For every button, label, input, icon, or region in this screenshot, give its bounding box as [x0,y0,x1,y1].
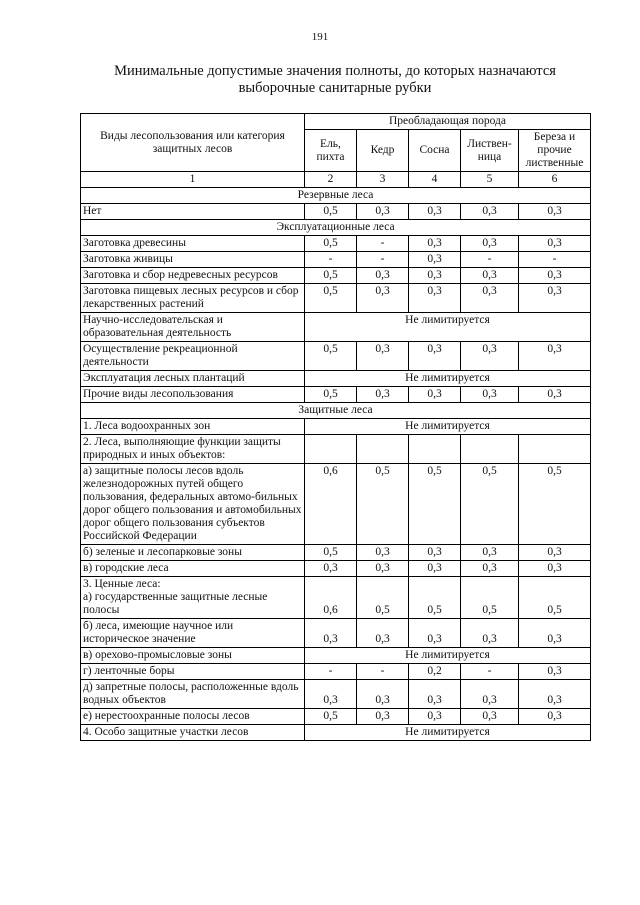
table-row [81,419,591,435]
row-label: Прочие виды лесопользования [81,387,305,403]
row-label: 1. Леса водоохранных зон [81,419,305,435]
value-cell: 0,3 [357,387,409,403]
value-cell [461,435,519,464]
row-label: 4. Особо защитные участки лесов [81,725,305,741]
value-cell: 0,3 [357,680,409,709]
header-species-larch: Листвен-ница [461,130,519,172]
value-cell: 0,3 [461,268,519,284]
column-number: 4 [409,172,461,188]
row-label: 3. Ценные леса: а) государственные защитные лесные полосы [81,577,305,619]
value-cell: 0,3 [519,680,591,709]
row-label: в) орехово-промысловые зоны [81,648,305,664]
value-cell: 0,5 [461,464,519,545]
value-cell: 0,5 [519,464,591,545]
not-limited-cell: Не лимитируется [305,725,591,741]
section-title: Резервные леса [81,188,591,204]
value-cell: 0,3 [519,204,591,220]
value-cell: 0,3 [519,268,591,284]
header-dominant-species: Преобладающая порода [305,114,591,130]
table-row [81,680,591,709]
table-row [81,371,591,387]
value-cell: - [519,252,591,268]
not-limited-cell: Не лимитируется [305,313,591,342]
column-number: 3 [357,172,409,188]
row-label: б) леса, имеющие научное или историческое значение [81,619,305,648]
value-cell: 0,3 [409,204,461,220]
value-cell [409,435,461,464]
value-cell: 0,5 [305,204,357,220]
header-species-birch: Береза и прочие лиственные [519,130,591,172]
column-number: 5 [461,172,519,188]
value-cell: 0,3 [357,204,409,220]
section-row [81,403,591,419]
table-row [81,435,591,464]
value-cell: 0,3 [409,387,461,403]
value-cell: 0,3 [305,680,357,709]
header-species-cedar: Кедр [357,130,409,172]
table-row [81,664,591,680]
not-limited-cell: Не лимитируется [305,371,591,387]
value-cell: 0,3 [519,342,591,371]
value-cell: 0,5 [305,342,357,371]
row-label: д) запретные полосы, расположенные вдоль водных объектов [81,680,305,709]
value-cell [519,435,591,464]
table-row [81,577,591,619]
not-limited-cell: Не лимитируется [305,648,591,664]
column-numbers-row [81,172,591,188]
row-label: Заготовка живицы [81,252,305,268]
value-cell: 0,3 [357,709,409,725]
value-cell: 0,3 [409,284,461,313]
row-label: б) зеленые и лесопарковые зоны [81,545,305,561]
value-cell: - [357,664,409,680]
value-cell: 0,3 [357,284,409,313]
value-cell: 0,3 [461,204,519,220]
title-line-2: выборочные санитарные рубки [238,80,432,96]
value-cell: 0,3 [519,561,591,577]
table-row [81,545,591,561]
value-cell: 0,3 [461,284,519,313]
value-cell: 0,3 [409,619,461,648]
value-cell: 0,5 [519,577,591,619]
row-label: е) нерестоохранные полосы лесов [81,709,305,725]
value-cell: 0,5 [305,545,357,561]
value-cell: 0,5 [305,268,357,284]
value-cell: 0,5 [305,284,357,313]
value-cell: 0,5 [305,387,357,403]
document-title [80,63,590,97]
value-cell [357,435,409,464]
value-cell: 0,3 [409,268,461,284]
value-cell: - [461,664,519,680]
value-cell: 0,3 [409,252,461,268]
value-cell: 0,3 [519,387,591,403]
section-row [81,188,591,204]
row-label: Научно-исследовательская и образовательная деятельность [81,313,305,342]
value-cell: 0,3 [519,545,591,561]
value-cell: 0,5 [305,236,357,252]
header-species-pine: Сосна [409,130,461,172]
row-label: Эксплуатация лесных плантаций [81,371,305,387]
table-row [81,725,591,741]
value-cell: 0,3 [461,619,519,648]
value-cell: - [461,252,519,268]
value-cell [305,435,357,464]
value-cell: 0,3 [461,236,519,252]
section-title: Эксплуатационные леса [81,220,591,236]
value-cell: 0,3 [519,619,591,648]
title-line-1: Минимальные допустимые значения полноты, до которых назначаются [114,63,556,79]
value-cell: 0,3 [519,236,591,252]
value-cell: 0,3 [357,619,409,648]
value-cell: - [305,252,357,268]
value-cell: 0,3 [519,709,591,725]
value-cell: 0,5 [409,464,461,545]
value-cell: 0,3 [461,342,519,371]
value-cell: - [357,236,409,252]
value-cell: 0,3 [409,680,461,709]
value-cell: 0,2 [409,664,461,680]
value-cell: 0,3 [409,545,461,561]
value-cell: 0,6 [305,577,357,619]
row-label: г) ленточные боры [81,664,305,680]
value-cell: 0,3 [409,709,461,725]
value-cell: 0,3 [461,709,519,725]
row-label: в) городские леса [81,561,305,577]
table-row [81,709,591,725]
value-cell: 0,5 [357,577,409,619]
value-cell: 0,5 [461,577,519,619]
not-limited-cell: Не лимитируется [305,419,591,435]
value-cell: 0,5 [305,709,357,725]
row-label: Заготовка пищевых лесных ресурсов и сбор лекарственных растений [81,284,305,313]
table-row [81,268,591,284]
value-cell: 0,3 [357,561,409,577]
value-cell: 0,3 [305,561,357,577]
value-cell: 0,3 [461,545,519,561]
row-label: а) защитные полосы лесов вдоль железнодорожных путей общего пользования, федеральных автомо-бильных дорог общего пользования и автомобильных дорог общего пользования субъектов Российской Федерации [81,464,305,545]
value-cell: 0,3 [461,387,519,403]
table-row [81,561,591,577]
value-cell: - [305,664,357,680]
table-row [81,313,591,342]
value-cell: 0,3 [519,664,591,680]
table-row [81,236,591,252]
column-number: 6 [519,172,591,188]
value-cell: 0,6 [305,464,357,545]
row-label: Заготовка древесины [81,236,305,252]
column-number: 1 [81,172,305,188]
norms-table [80,113,591,741]
table-row [81,464,591,545]
section-row [81,220,591,236]
table-body [81,188,591,741]
value-cell: 0,3 [409,236,461,252]
table-row [81,252,591,268]
row-label: 2. Леса, выполняющие функции защиты природных и иных объектов: [81,435,305,464]
column-number: 2 [305,172,357,188]
value-cell: 0,3 [305,619,357,648]
value-cell: 0,3 [409,342,461,371]
row-label: Осуществление рекреационной деятельности [81,342,305,371]
page-number: 191 [311,31,329,43]
value-cell: 0,3 [357,545,409,561]
header-species-spruce: Ель, пихта [305,130,357,172]
value-cell: 0,3 [357,268,409,284]
value-cell: 0,5 [357,464,409,545]
table-row [81,284,591,313]
table-row [81,387,591,403]
table-row [81,204,591,220]
value-cell: 0,3 [461,561,519,577]
value-cell: 0,3 [519,284,591,313]
section-title: Защитные леса [81,403,591,419]
table-row [81,619,591,648]
value-cell: - [357,252,409,268]
header-category: Виды лесопользования или категория защитных лесов [81,114,305,172]
table-row [81,648,591,664]
value-cell: 0,3 [357,342,409,371]
table-row [81,342,591,371]
row-label: Нет [81,204,305,220]
value-cell: 0,3 [461,680,519,709]
row-label: Заготовка и сбор недревесных ресурсов [81,268,305,284]
value-cell: 0,5 [409,577,461,619]
value-cell: 0,3 [409,561,461,577]
